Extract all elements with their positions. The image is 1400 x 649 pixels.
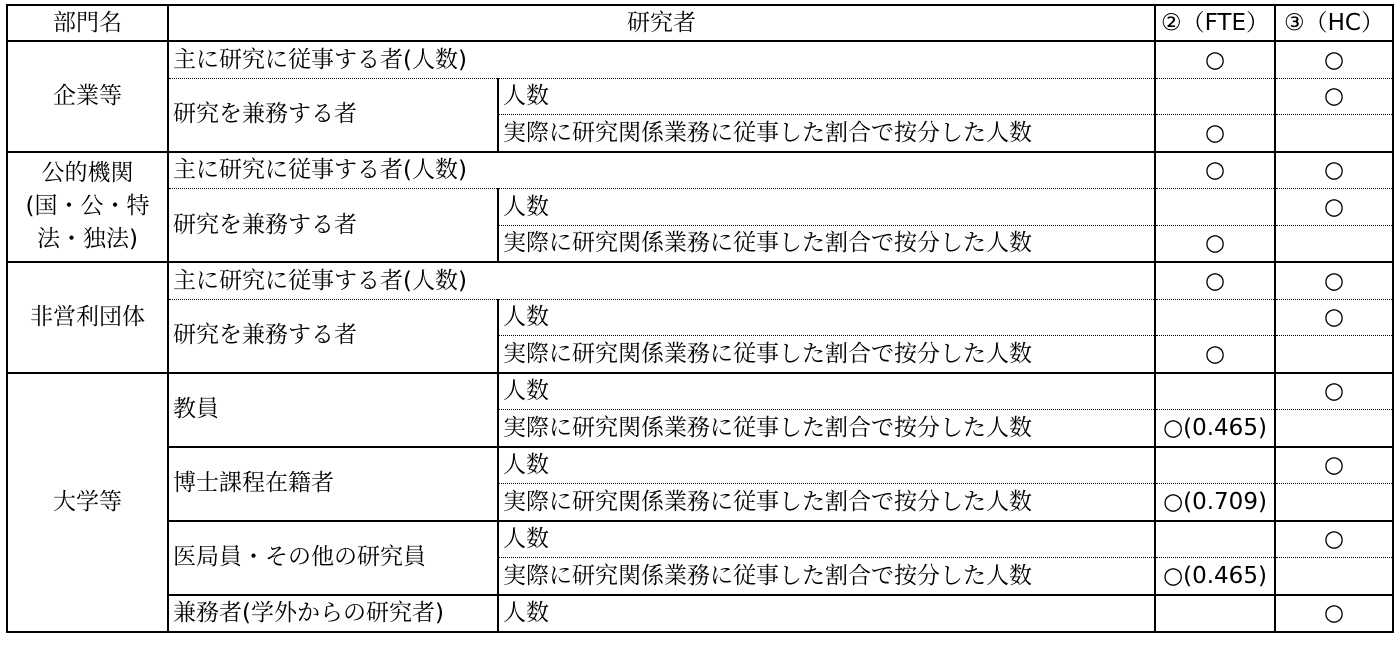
hc-empty [1275,115,1393,152]
public-main-row [7,152,1393,189]
sector-public-line2: (国・公・特 [25,193,150,220]
hc-mark: ○ [1275,189,1393,226]
prorated-label: 実際に研究関係業務に従事した割合で按分した人数 [498,558,1155,595]
hc-mark: ○ [1275,78,1393,115]
headcount-label: 人数 [498,521,1155,558]
main-researcher-label: 主に研究に従事する者(人数) [168,152,1155,189]
researcher-classification-table [6,4,1394,633]
fte-mark: ○ [1155,41,1275,78]
fte-mark: ○ [1155,115,1275,152]
hc-empty [1275,410,1393,447]
doctoral-label: 博士課程在籍者 [168,447,498,521]
researcher-header: 研究者 [168,5,1155,41]
sector-corp: 企業等 [7,41,168,152]
fte-empty [1155,373,1275,410]
hc-mark: ○ [1275,262,1393,299]
fte-mark: ○ [1155,152,1275,189]
fte-empty [1155,299,1275,336]
concurrent-researcher-label: 研究を兼務する者 [168,189,498,263]
fte-header: ②（FTE） [1155,5,1275,41]
hc-mark: ○ [1275,447,1393,484]
hc-empty [1275,484,1393,521]
univ-visiting-row [7,595,1393,633]
faculty-label: 教員 [168,373,498,447]
visiting-researcher-label: 兼務者(学外からの研究者) [168,595,498,633]
main-researcher-label: 主に研究に従事する者(人数) [168,41,1155,78]
headcount-label: 人数 [498,373,1155,410]
concurrent-researcher-label: 研究を兼務する者 [168,78,498,152]
hc-mark: ○ [1275,299,1393,336]
hc-mark: ○ [1275,41,1393,78]
headcount-label: 人数 [498,189,1155,226]
fte-mark: ○ [1155,225,1275,262]
sector-public [7,152,168,263]
univ-doctoral-headcount-row [7,447,1393,484]
concurrent-researcher-label: 研究を兼務する者 [168,299,498,373]
medical-staff-label: 医局員・その他の研究員 [168,521,498,595]
fte-value: ○(0.709) [1155,484,1275,521]
fte-empty [1155,521,1275,558]
hc-empty [1275,225,1393,262]
prorated-label: 実際に研究関係業務に従事した割合で按分した人数 [498,225,1155,262]
header-row [7,5,1393,41]
fte-empty [1155,78,1275,115]
headcount-label: 人数 [498,595,1155,633]
prorated-label: 実際に研究関係業務に従事した割合で按分した人数 [498,336,1155,373]
fte-mark: ○ [1155,336,1275,373]
hc-empty [1275,558,1393,595]
corp-concurrent-row [7,78,1393,115]
sector-nonprofit: 非営利団体 [7,262,168,373]
fte-value: ○(0.465) [1155,410,1275,447]
hc-mark: ○ [1275,373,1393,410]
hc-mark: ○ [1275,595,1393,633]
prorated-label: 実際に研究関係業務に従事した割合で按分した人数 [498,484,1155,521]
corp-main-row [7,41,1393,78]
prorated-label: 実際に研究関係業務に従事した割合で按分した人数 [498,410,1155,447]
univ-medical-headcount-row [7,521,1393,558]
univ-faculty-headcount-row [7,373,1393,410]
fte-empty [1155,447,1275,484]
hc-header: ③（HC） [1275,5,1393,41]
nonprofit-main-row [7,262,1393,299]
fte-mark: ○ [1155,262,1275,299]
fte-empty [1155,595,1275,633]
prorated-label: 実際に研究関係業務に従事した割合で按分した人数 [498,115,1155,152]
hc-mark: ○ [1275,152,1393,189]
nonprofit-concurrent-row [7,299,1393,336]
main-researcher-label: 主に研究に従事する者(人数) [168,262,1155,299]
fte-empty [1155,189,1275,226]
sector-public-line3: 法・独法) [37,226,138,253]
public-concurrent-row [7,189,1393,226]
sector-university: 大学等 [7,373,168,633]
headcount-label: 人数 [498,78,1155,115]
hc-mark: ○ [1275,521,1393,558]
hc-empty [1275,336,1393,373]
headcount-label: 人数 [498,447,1155,484]
fte-value: ○(0.465) [1155,558,1275,595]
dept-header: 部門名 [7,5,168,41]
sector-public-line1: 公的機関 [41,160,134,187]
headcount-label: 人数 [498,299,1155,336]
